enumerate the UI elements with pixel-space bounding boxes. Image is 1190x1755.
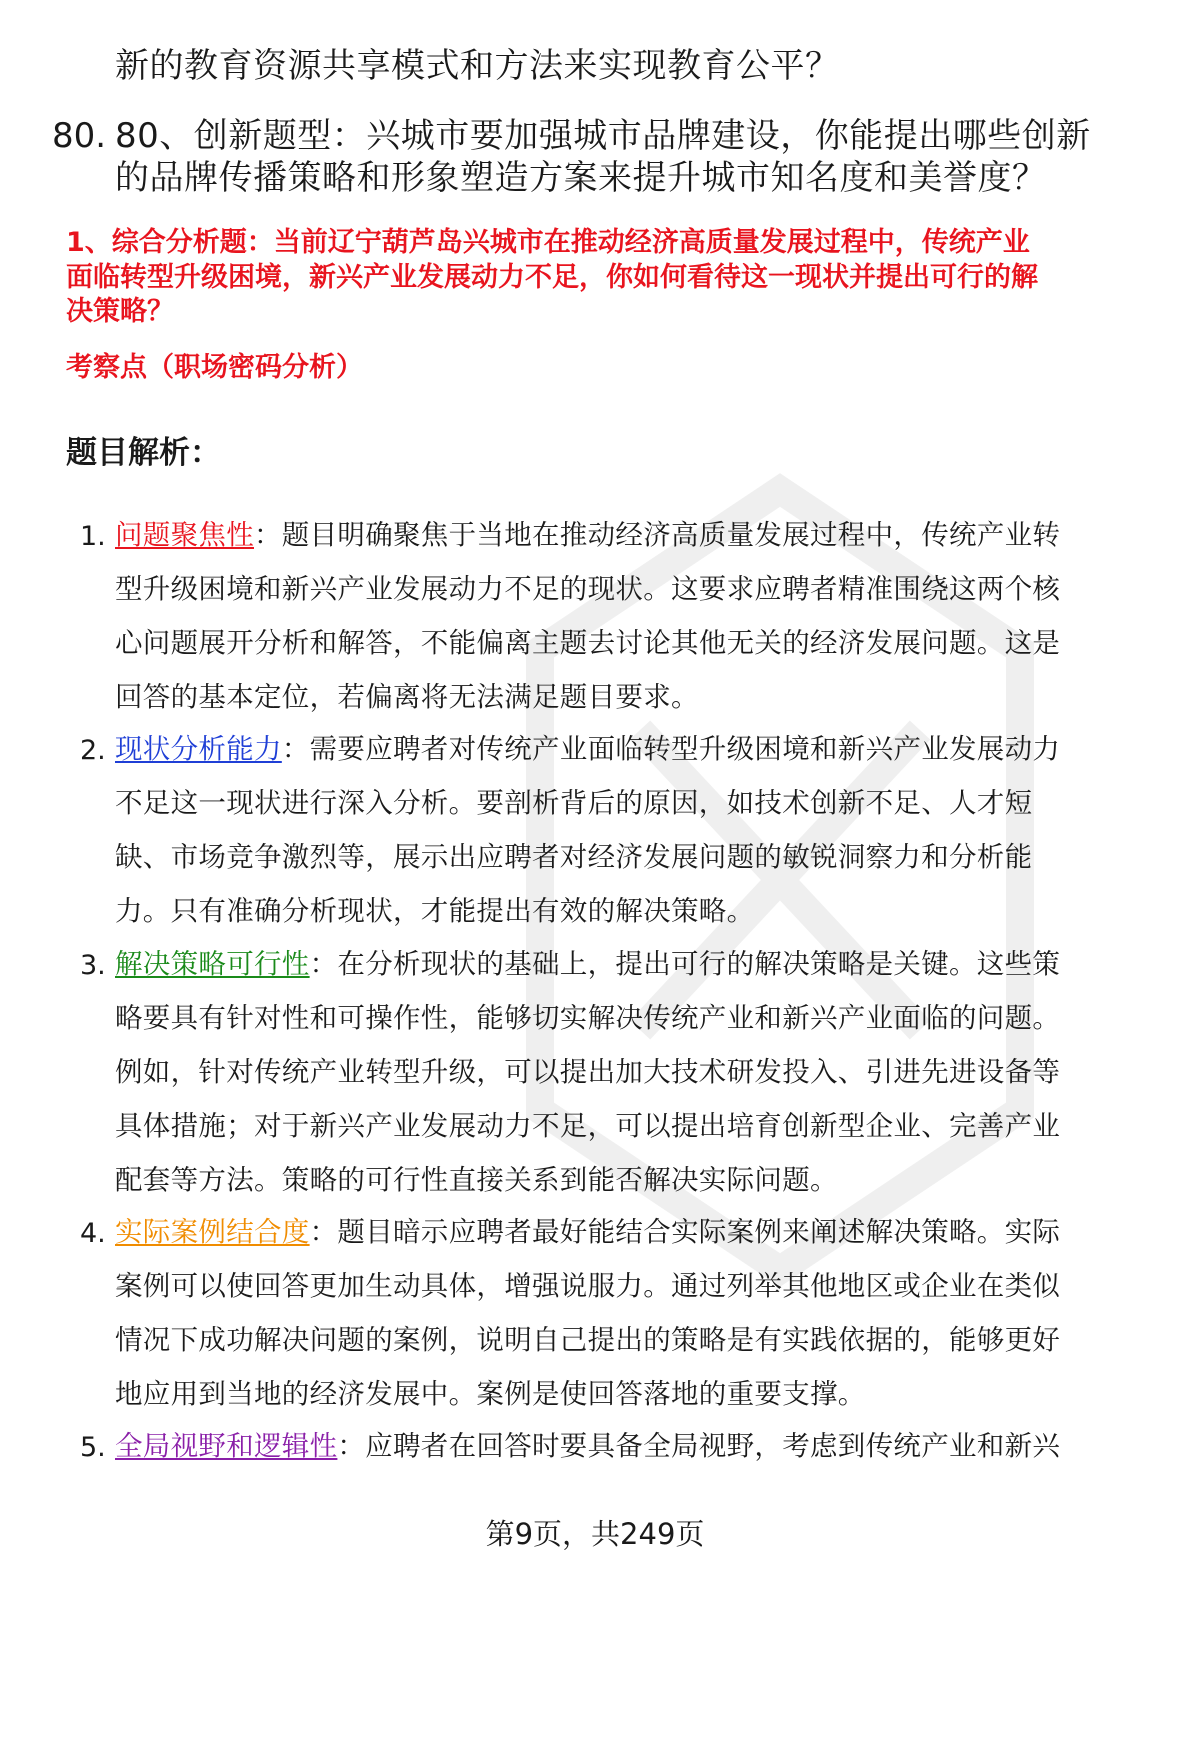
list-item-text: ：在分析现状的基础上，提出可行的解决策略是关键。这些策 — [309, 948, 1061, 980]
section-title-line-2: 面临转型升级困境，新兴产业发展动力不足，你如何看待这一现状并提出可行的解 — [66, 262, 1038, 293]
keyword-case-integration: 实际案例结合度 — [115, 1216, 310, 1248]
list-item-number: 1. — [80, 521, 106, 552]
list-item-line: 型升级困境和新兴产业发展动力不足的现状。这要求应聘者精准围绕这两个核 — [115, 573, 1061, 605]
keyword-status-analysis: 现状分析能力 — [115, 733, 282, 765]
list-item-number: 3. — [80, 950, 106, 981]
list-item-line: 回答的基本定位，若偏离将无法满足题目要求。 — [115, 681, 699, 713]
list-item-first-line — [115, 519, 1060, 552]
section-title-line-1: 1、综合分析题：当前辽宁葫芦岛兴城市在推动经济高质量发展过程中，传统产业 — [66, 227, 1030, 258]
section-title-line-3: 决策略？ — [66, 296, 174, 327]
list-item-line: 缺、市场竞争激烈等，展示出应聘者对经济发展问题的敏锐洞察力和分析能 — [115, 841, 1033, 873]
page-footer: 第9页，共249页 — [485, 1517, 705, 1551]
list-item-line: 配套等方法。策略的可行性直接关系到能否解决实际问题。 — [115, 1164, 838, 1196]
previous-question-line: 新的教育资源共享模式和方法来实现教育公平？ — [115, 46, 840, 86]
analysis-heading: 题目解析： — [66, 435, 221, 471]
keyword-strategy-feasibility: 解决策略可行性 — [115, 948, 310, 980]
list-item-number: 4. — [80, 1218, 106, 1249]
list-item-number: 2. — [80, 735, 106, 766]
list-item-line: 地应用到当地的经济发展中。案例是使回答落地的重要支撑。 — [115, 1378, 866, 1410]
list-item-line: 力。只有准确分析现状，才能提出有效的解决策略。 — [115, 895, 755, 927]
keyword-global-view: 全局视野和逻辑性 — [115, 1430, 338, 1462]
question-80-line-1: 80、创新题型：兴城市要加强城市品牌建设，你能提出哪些创新 — [115, 116, 1091, 156]
keyword-problem-focus: 问题聚焦性 — [115, 519, 254, 551]
question-80-line-2: 的品牌传播策略和形象塑造方案来提升城市知名度和美誉度？ — [115, 158, 1047, 198]
list-item-text: ：需要应聘者对传统产业面临转型升级困境和新兴产业发展动力 — [281, 733, 1061, 765]
list-item-line: 具体措施；对于新兴产业发展动力不足，可以提出培育创新型企业、完善产业 — [115, 1110, 1061, 1142]
list-item-first-line — [115, 1430, 1060, 1463]
list-item-first-line — [115, 733, 1060, 766]
list-item-text: ：应聘者在回答时要具备全局视野，考虑到传统产业和新兴 — [337, 1430, 1061, 1462]
list-item-text: ：题目暗示应聘者最好能结合实际案例来阐述解决策略。实际 — [309, 1216, 1061, 1248]
list-item-text: ：题目明确聚焦于当地在推动经济高质量发展过程中，传统产业转 — [254, 519, 1061, 551]
list-item-line: 不足这一现状进行深入分析。要剖析背后的原因，如技术创新不足、人才短 — [115, 787, 1033, 819]
examination-point: 考察点（职场密码分析） — [66, 352, 363, 383]
list-item-line: 心问题展开分析和解答，不能偏离主题去讨论其他无关的经济发展问题。这是 — [115, 627, 1061, 659]
list-item-first-line — [115, 1216, 1060, 1249]
list-item-line: 略要具有针对性和可操作性，能够切实解决传统产业和新兴产业面临的问题。 — [115, 1002, 1061, 1034]
list-item-first-line — [115, 948, 1060, 981]
list-item-line: 案例可以使回答更加生动具体，增强说服力。通过列举其他地区或企业在类似 — [115, 1270, 1061, 1302]
question-number: 80. — [52, 116, 107, 156]
list-item-line: 例如，针对传统产业转型升级，可以提出加大技术研发投入、引进先进设备等 — [115, 1056, 1061, 1088]
list-item-line: 情况下成功解决问题的案例，说明自己提出的策略是有实践依据的，能够更好 — [115, 1324, 1061, 1356]
list-item-number: 5. — [80, 1432, 106, 1463]
